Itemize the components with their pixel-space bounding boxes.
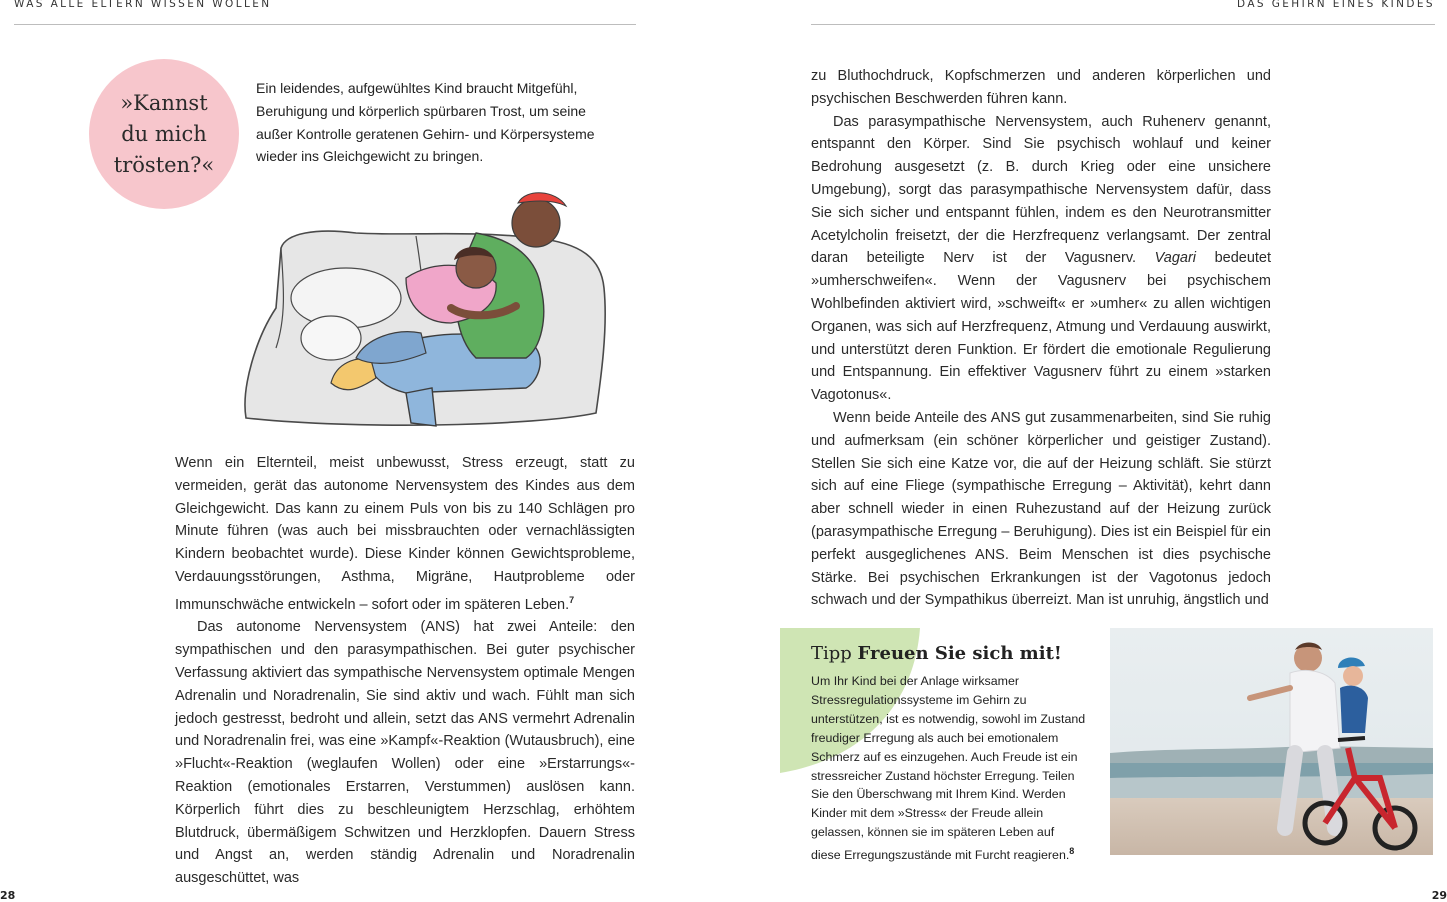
right-column-text	[811, 65, 1271, 612]
left-column-text	[175, 452, 635, 890]
running-header-left: WAS ALLE ELTERN WISSEN WOLLEN	[14, 0, 272, 10]
page-number-right: 29	[1431, 889, 1447, 902]
header-rule-right	[811, 24, 1435, 25]
page-number-left: 28	[0, 889, 16, 902]
header-rule-left	[14, 24, 636, 25]
tip-body: Um Ihr Kind bei der Anlage wirksamer Stressregulationssysteme im Gehirn zu unterstützen, ist es notwendig, sowohl im Zustand freudiger Erregung als auch bei emotionalem Schmerz auf es einzugehen. Auch Freude ist ein stressreicher Zustand höchster Erregung. Teilen Sie den Überschwang mit Ihrem Kind. Werden Kinder mit dem »Stress« der Freude allein gelassen, können sie im späteren Leben auf diese Erregungszustände mit Furcht reagieren.$^8$	[811, 674, 1086, 863]
footnote-8: 8	[1069, 846, 1075, 857]
quote-circle	[89, 59, 239, 209]
right-paragraph-3: Wenn beide Anteile des ANS gut zusammenarbeiten, sind Sie ruhig und aufmerksam (ein schöner körperlicher und geistiger Zustand). Stellen Sie sich eine Katze vor, die auf der Heizung schläft. Sie stürzt sich auf eine Fliege (sympathische Erregung – Aktivität), kehrt dann aber schnell wieder in einen Ruhezustand auf der Heizung zurück (parasympathische Erregung – Beruhigung). Dies ist ein Beispiel für ein perfekt ausgeglichenes ANS. Beim Menschen ist dies psychische Stärke. Bei psychischen Erkrankungen ist der Vagotonus jedoch schwach und der Sympathikus überreizt. Man ist unruhig, ängstlich und	[811, 409, 1271, 609]
footnote-7: 7	[569, 594, 575, 605]
tip-heading: Tipp Freuen Sie sich mit!	[811, 643, 1062, 664]
left-paragraph-2: Das autonome Nervensystem (ANS) hat zwei Anteile: den sympathischen und den parasympathischen. Bei guter psychischer Verfassung aktiviert das sympathische Nervensystem optimale Mengen Adrenalin und Noradrenalin, Sie sind aktiv und wach. Fühlt man sich jedoch gestresst, bedroht und allein, setzt das ANS vermehrt Adrenalin und Noradrenalin frei, was eine »Kampf«-Reaktion (Wutausbruch), eine »Flucht«-Reaktion (weglaufen Wollen) oder eine »Erstarrungs«-Reaktion (emotionales Erstarren, Verstummen) auslösen kann. Körperlich führt dies zu beschleunigtem Herzschlag, erhöhtem Blutdruck, übermäßigem Schwitzen und Herzklopfen. Dauern Stress und Angst an, werden ständig Adrenalin und Noradrenalin ausgeschüttet, was	[175, 619, 635, 887]
left-paragraph-1: Wenn ein Elternteil, meist unbewusst, Stress erzeugt, statt zu vermeiden, gerät das autonome Nervensystem des Kindes aus dem Gleichgewicht. Das kann zu einem Puls von bis zu 140 Schlägen pro Minute führen (was auch bei missbrauchten oder vernachlässigten Kindern beobachtet wurde). Diese Kinder können Gewichtsprobleme, Verdauungsstörungen, Asthma, Migräne, Hautprobleme oder Immunschwäche entwickeln – sofort oder im späteren Leben.$^7$	[175, 455, 635, 613]
right-paragraph-1: zu Bluthochdruck, Kopfschmerzen und anderen körperlichen und psychischen Beschwerden führen kann.	[811, 68, 1271, 107]
intro-text: Ein leidendes, aufgewühltes Kind braucht Mitgefühl, Beruhigung und körperlich spürbaren Trost, um seine außer Kontrolle geratenen Gehirn- und Körpersysteme wieder ins Gleichgewicht zu bringen.	[256, 80, 595, 165]
right-paragraph-2: Das parasympathische Nervensystem, auch Ruhenerv genannt, entspannt den Körper. Sind Sie psychisch wohlauf und keiner Bedrohung ausgesetzt (z. B. durch Krieg oder eine unsichere Umgebung), sorgt das parasympathische Nervensystem dafür, dass Sie sich sicher und entspannt fühlen, indem es den Neurotransmitter Acetylcholin freisetzt, der die Herzfrequenz verlangsamt. Der zentral daran beteiligte Nerv ist der Vagusnerv. Vagari bedeutet »umherschweifen«. Wenn der Vagusnerv bei psychischem Wohlbefinden aktiviert wird, »schweift« er »umher« zu allen wichtigen Organen, was sich auf Herzfrequenz, Atmung und Verdauung auswirkt, und unterstützt deren Funktion. Er fördert die emotionale Regulierung und Entspannung. Ein effektiver Vagusnerv führt zu einem »starken Vagotonus«.	[811, 113, 1272, 404]
mother-comforting-child-illustration	[236, 188, 616, 436]
running-header-right: DAS GEHIRN EINES KINDES	[1237, 0, 1435, 10]
tip-box	[811, 643, 1086, 865]
father-child-bicycle-photo	[1110, 628, 1433, 855]
pull-quote: »Kannst du mich trösten?«	[113, 90, 215, 177]
